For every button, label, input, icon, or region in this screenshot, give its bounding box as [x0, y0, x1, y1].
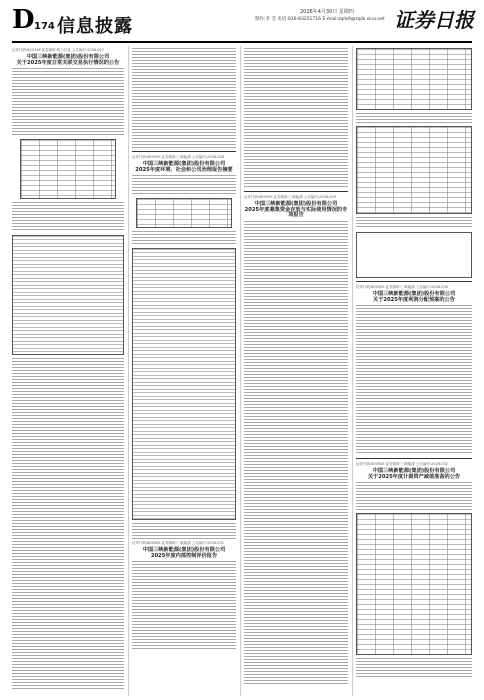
body-text — [356, 113, 472, 123]
data-table — [20, 139, 116, 199]
body-text — [356, 658, 472, 678]
date-line: 2026年4月30日 星期四 — [300, 9, 354, 15]
company-name: 中国三峡新能源(集团)股份有限公司 — [26, 54, 110, 60]
data-table — [356, 48, 472, 110]
announcement-code-line: 证券代码:600905 证券简称:三峡能源 公告编号:2026-032 — [356, 462, 448, 466]
announcement-title — [12, 55, 124, 66]
header-rule — [12, 41, 472, 43]
announcement-code-line: 证券代码:600905 证券简称:三峡能源 公告编号:2026-031 — [132, 541, 224, 545]
announcement-heading: 关于2025年度日常关联交易执行情况的公告 — [16, 59, 120, 66]
column-4 — [356, 48, 472, 694]
page-number: 174 — [34, 21, 55, 32]
body-text — [12, 358, 124, 690]
divider — [132, 151, 236, 152]
announcement-heading: 2025年度募集资金存放与实际使用情况的专项报告 — [244, 206, 348, 218]
company-name: 中国三峡新能源(集团)股份有限公司 — [254, 201, 338, 207]
section-title: 信息披露 — [57, 16, 133, 37]
announcement-code-line: 证券代码:600905 证券简称:三峡能源 公告编号:2026-028 — [132, 155, 224, 159]
section-letter: D — [12, 5, 35, 35]
announcement-title — [244, 202, 348, 219]
column-divider — [352, 46, 353, 696]
announcement-code-line: 证券代码:600346 证券简称:恒力石化 公告编号:2026-027 — [12, 48, 104, 52]
company-name: 中国三峡新能源(集团)股份有限公司 — [142, 547, 226, 553]
body-text — [12, 202, 124, 232]
company-name: 中国三峡新能源(集团)股份有限公司 — [142, 161, 226, 167]
column-divider — [128, 46, 129, 696]
body-text — [244, 221, 348, 686]
data-table — [356, 232, 472, 278]
announcement-heading: 2025年度环境、社会和公司治理报告摘要 — [135, 166, 233, 173]
divider — [356, 458, 472, 459]
company-name: 中国三峡新能源(集团)股份有限公司 — [372, 468, 456, 474]
divider — [356, 281, 472, 282]
body-text — [356, 217, 472, 229]
data-table — [356, 126, 472, 214]
divider — [244, 191, 348, 192]
body-text — [132, 175, 236, 195]
body-text — [244, 48, 348, 188]
company-name: 中国三峡新能源(集团)股份有限公司 — [372, 291, 456, 297]
column-1 — [12, 48, 124, 694]
page-header — [0, 0, 484, 42]
announcement-title — [132, 162, 236, 173]
announcement-code-line: 证券代码:600905 证券简称:三峡能源 公告编号:2026-029 — [244, 195, 336, 199]
announcement-heading: 2025年度内部控制评价报告 — [150, 552, 218, 559]
column-2 — [132, 48, 236, 694]
body-text — [356, 482, 472, 510]
announcement-heading: 关于2025年度利润分配预案的公告 — [373, 296, 455, 303]
announcement-heading: 关于2025年度计提资产减值准备的公告 — [367, 473, 461, 480]
announcement-code-line: 证券代码:600905 证券简称:三峡能源 公告编号:2026-030 — [356, 285, 448, 289]
body-text — [132, 523, 236, 541]
announcement-title — [356, 292, 472, 303]
body-text — [356, 305, 472, 455]
data-table — [136, 198, 232, 228]
body-text — [132, 561, 236, 651]
column-3 — [244, 48, 348, 694]
announcement-title — [132, 548, 236, 559]
column-divider — [240, 46, 241, 696]
body-text — [12, 68, 124, 136]
data-table — [132, 248, 236, 520]
contact-line: 制作:李 莹 电话:010-83251716 E-mail:zqrb9@zqrb.sina.net — [255, 17, 385, 22]
body-text — [132, 48, 236, 148]
announcement-title — [356, 469, 472, 480]
data-table — [356, 513, 472, 655]
data-table — [12, 235, 124, 355]
body-text — [132, 231, 236, 245]
newspaper-logo: 证券日报 — [394, 8, 474, 32]
